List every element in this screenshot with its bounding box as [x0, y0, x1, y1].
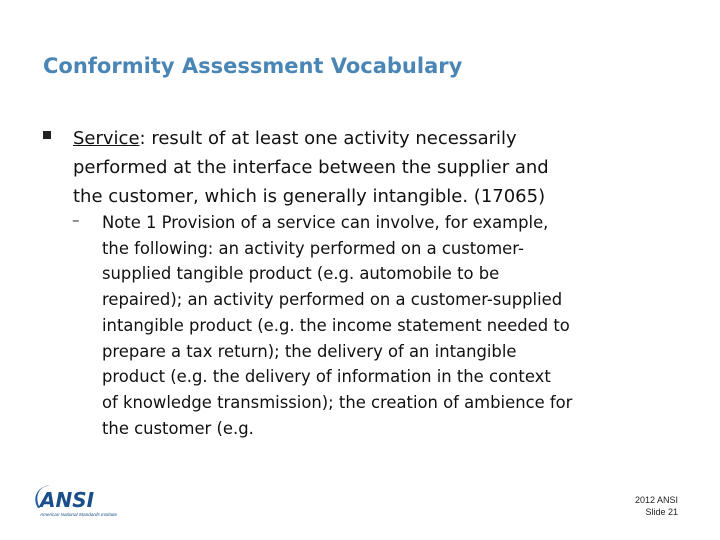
- sub-bullet-line: Note 1 Provision of a service can involve, for example,: [102, 213, 549, 232]
- square-bullet-icon: [43, 131, 51, 139]
- main-bullet-line: the customer, which is generally intangible. (17065): [73, 186, 546, 207]
- sub-bullet-line: prepare a tax return); the delivery of an intangible: [102, 341, 517, 361]
- ansi-logo: [30, 481, 142, 519]
- sub-bullet-line: repaired); an activity performed on a customer-supplied: [102, 290, 563, 310]
- sub-bullet-line: product (e.g. the delivery of information in the context: [102, 367, 551, 387]
- sub-bullet: [72, 210, 692, 441]
- main-bullet-text: [73, 124, 683, 211]
- footer-copyright: 2012 ANSI: [634, 495, 678, 505]
- sub-bullet-line: intangible product (e.g. the income statement needed to: [102, 315, 570, 335]
- main-bullet: [43, 124, 683, 211]
- slide-title: Conformity Assessment Vocabulary: [43, 54, 463, 78]
- logo-tagline: American National Standards Institute: [40, 512, 118, 517]
- logo-wordmark: ANSI: [40, 488, 95, 512]
- bullet-definition-line: : result of at least one activity necessarily: [139, 128, 517, 149]
- slide-number: Slide 21: [645, 507, 678, 517]
- sub-bullet-text: [102, 210, 692, 441]
- dash-bullet-icon: –: [72, 211, 80, 229]
- sub-bullet-line: supplied tangible product (e.g. automobile to be: [102, 264, 500, 284]
- main-bullet-line: performed at the interface between the supplier and: [73, 157, 549, 178]
- sub-bullet-line: of knowledge transmission); the creation of ambience for: [102, 392, 573, 412]
- slide-footer: [635, 494, 678, 518]
- main-bullet-line: [73, 124, 683, 153]
- sub-bullet-line: the customer (e.g.: [102, 418, 254, 438]
- sub-bullet-line: the following: an activity performed on a customer-: [102, 238, 524, 258]
- bullet-term: Service: [73, 128, 140, 149]
